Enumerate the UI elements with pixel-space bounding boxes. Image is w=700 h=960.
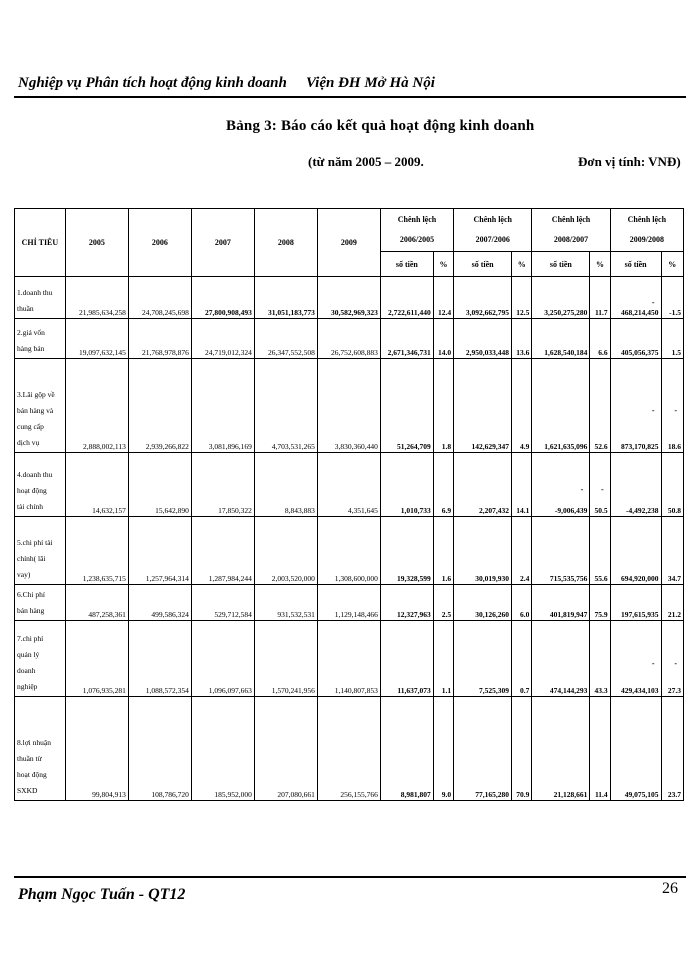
diff-amount-cell <box>532 453 590 517</box>
diff-percent-cell <box>661 517 684 585</box>
diff-value: 27.3 <box>667 686 681 695</box>
row-label <box>15 621 66 697</box>
col-header-year: 2008 <box>254 209 317 277</box>
diff-amount-cell <box>380 453 433 517</box>
diff-value: 12.4 <box>437 308 452 317</box>
row-label <box>15 517 66 585</box>
row-label-line: thuần từ <box>17 754 42 763</box>
diff-value: 14.0 <box>437 348 452 357</box>
table-row <box>15 517 684 585</box>
diff-group-period: 2007/2006 <box>475 235 510 244</box>
diff-value: 21,128,661 <box>553 790 588 799</box>
diff-value: 6.0 <box>520 610 530 619</box>
diff-group-header <box>610 209 683 252</box>
diff-percent-cell <box>590 697 610 801</box>
diff-value: 9.0 <box>441 790 452 799</box>
table-row <box>15 585 684 621</box>
table-row <box>15 319 684 359</box>
table-row <box>15 621 684 697</box>
diff-percent-cell <box>590 277 610 319</box>
year-value-cell: 3,081,896,169 <box>191 359 254 453</box>
period-text: (từ năm 2005 – 2009. <box>308 154 424 169</box>
year-value-cell: 26,752,608,883 <box>317 319 380 359</box>
row-label-line: 4.doanh thu <box>17 470 53 479</box>
row-label-line: 1.doanh thu <box>17 288 53 297</box>
diff-group-title: Chênh lệch <box>551 215 591 224</box>
diff-amount-cell <box>454 585 512 621</box>
sub-header-percent: % <box>590 252 610 277</box>
diff-percent-cell <box>661 453 684 517</box>
diff-percent-cell <box>661 319 684 359</box>
year-value-cell: 99,804,913 <box>65 697 128 801</box>
diff-amount-cell <box>380 697 433 801</box>
diff-value: 715,535,756 <box>549 574 588 583</box>
year-value-cell: 931,532,531 <box>254 585 317 621</box>
row-label-line: nghiệp <box>17 682 38 691</box>
diff-percent-cell <box>590 319 610 359</box>
diff-value: 30,126,260 <box>475 610 510 619</box>
diff-value: 1.8 <box>441 442 452 451</box>
diff-percent-cell <box>433 697 453 801</box>
diff-percent-cell <box>512 319 532 359</box>
unit-text: Đơn vị tính: VNĐ) <box>578 154 681 169</box>
diff-group-header <box>532 209 610 252</box>
row-label-line: quản lý <box>17 650 40 659</box>
diff-value: 1,621,635,096 <box>544 442 588 451</box>
diff-value: 1.1 <box>441 686 452 695</box>
diff-amount-cell <box>610 277 661 319</box>
diff-group-title: Chênh lệch <box>627 215 667 224</box>
table-row <box>15 277 684 319</box>
diff-percent-cell <box>433 517 453 585</box>
dash-mark: - <box>674 658 677 668</box>
diff-group-period: 2006/2005 <box>399 235 435 244</box>
diff-value: 34.7 <box>667 574 681 583</box>
diff-value: 23.7 <box>667 790 681 799</box>
diff-amount-cell <box>380 319 433 359</box>
sub-header-percent: % <box>512 252 532 277</box>
table-row <box>15 697 684 801</box>
report-body <box>15 277 684 801</box>
diff-amount-cell <box>532 585 590 621</box>
diff-value: 30,019,930 <box>475 574 510 583</box>
year-value-cell: 24,719,012,324 <box>191 319 254 359</box>
diff-percent-cell <box>512 277 532 319</box>
sub-header-money: số tiền <box>454 252 512 277</box>
diff-amount-cell <box>380 359 433 453</box>
report-table <box>14 208 684 801</box>
dash-mark: - <box>580 484 584 494</box>
diff-percent-cell <box>512 359 532 453</box>
diff-value: 75.9 <box>594 610 608 619</box>
diff-value: 142,629,347 <box>471 442 510 451</box>
diff-amount-cell <box>380 517 433 585</box>
row-label-line: doanh <box>17 666 36 675</box>
sub-header-percent: % <box>433 252 453 277</box>
diff-value: 1,628,540,184 <box>544 348 588 357</box>
diff-amount-cell <box>454 277 512 319</box>
diff-value: 11.4 <box>594 790 608 799</box>
diff-value: 694,920,000 <box>621 574 659 583</box>
row-label <box>15 277 66 319</box>
diff-value: 1.5 <box>671 348 681 357</box>
year-value-cell: 1,140,807,853 <box>317 621 380 697</box>
diff-group-header <box>454 209 532 252</box>
diff-value: 2,722,611,440 <box>388 308 431 317</box>
diff-value: 77,165,280 <box>475 790 510 799</box>
diff-amount-cell <box>610 585 661 621</box>
year-value-cell: 1,287,984,244 <box>191 517 254 585</box>
row-label <box>15 585 66 621</box>
diff-amount-cell <box>380 277 433 319</box>
year-value-cell: 2,939,266,822 <box>128 359 191 453</box>
dash-mark: - <box>674 405 677 415</box>
year-value-cell: 1,076,935,281 <box>65 621 128 697</box>
diff-percent-cell <box>433 277 453 319</box>
year-value-cell: 3,830,360,440 <box>317 359 380 453</box>
year-value-cell: 185,952,000 <box>191 697 254 801</box>
year-value-cell: 256,155,766 <box>317 697 380 801</box>
year-value-cell: 15,642,890 <box>128 453 191 517</box>
diff-percent-cell <box>590 359 610 453</box>
row-label-line: thuần <box>17 304 34 313</box>
diff-amount-cell <box>610 359 661 453</box>
row-label-line: hoạt động <box>17 486 47 495</box>
col-header-year: 2006 <box>128 209 191 277</box>
row-label-line: SXKD <box>17 786 38 795</box>
year-value-cell: 17,850,322 <box>191 453 254 517</box>
year-value-cell: 1,096,097,663 <box>191 621 254 697</box>
year-value-cell: 14,632,157 <box>65 453 128 517</box>
sub-header-money: số tiền <box>610 252 661 277</box>
year-value-cell: 2,888,002,113 <box>65 359 128 453</box>
diff-value: 401,819,947 <box>549 610 588 619</box>
diff-group-period: 2008/2007 <box>553 235 589 244</box>
header-row-1 <box>15 209 684 252</box>
diff-value: 474,144,293 <box>549 686 588 695</box>
diff-amount-cell <box>532 621 590 697</box>
diff-group-title: Chênh lệch <box>473 215 512 224</box>
diff-value: 13.6 <box>516 348 530 357</box>
diff-value: 18.6 <box>667 442 681 451</box>
diff-value: 8,981,807 <box>400 790 431 799</box>
row-label-line: 8.lợi nhuận <box>17 738 51 747</box>
dash-mark: - <box>651 658 655 668</box>
col-header-label: CHỈ TIÊU <box>15 209 66 277</box>
year-value-cell: 27,800,908,493 <box>191 277 254 319</box>
year-value-cell: 19,097,632,145 <box>65 319 128 359</box>
diff-value: 1,010,733 <box>400 506 431 515</box>
row-label-line: 3.Lãi gộp về <box>17 390 55 399</box>
diff-value: 0.7 <box>520 686 530 695</box>
diff-value: 50.8 <box>667 506 681 515</box>
table-title: Bảng 3: Báo cáo kết quả hoạt động kinh doanh <box>226 118 535 134</box>
year-value-cell: 30,582,969,323 <box>317 277 380 319</box>
dash-mark: - <box>651 405 655 415</box>
diff-group-header <box>380 209 453 252</box>
diff-value: 4.9 <box>520 442 530 451</box>
row-label <box>15 319 66 359</box>
diff-group-title: Chênh lệch <box>397 215 437 224</box>
diff-value: 50.5 <box>594 506 608 515</box>
diff-value: 6.6 <box>598 348 608 357</box>
diff-amount-cell <box>532 697 590 801</box>
diff-value: 55.6 <box>594 574 608 583</box>
diff-percent-cell <box>433 359 453 453</box>
col-header-year: 2009 <box>317 209 380 277</box>
year-value-cell: 1,570,241,956 <box>254 621 317 697</box>
diff-amount-cell <box>454 517 512 585</box>
diff-value: 11,637,073 <box>397 686 431 695</box>
diff-value: 70.9 <box>516 790 530 799</box>
diff-amount-cell <box>532 277 590 319</box>
diff-percent-cell <box>590 621 610 697</box>
diff-value: 2.5 <box>441 610 452 619</box>
year-value-cell: 24,708,245,698 <box>128 277 191 319</box>
diff-percent-cell <box>512 621 532 697</box>
col-header-year: 2007 <box>191 209 254 277</box>
row-label-line: cung cấp <box>17 422 44 431</box>
diff-value: 12,327,963 <box>397 610 431 619</box>
row-label-line: 7.chi phí <box>17 634 44 643</box>
row-label-line: hoạt động <box>17 770 47 779</box>
diff-percent-cell <box>661 585 684 621</box>
row-label-line: bán hàng và <box>17 406 54 415</box>
row-label <box>15 359 66 453</box>
diff-percent-cell <box>512 697 532 801</box>
year-value-cell: 1,257,964,314 <box>128 517 191 585</box>
diff-percent-cell <box>433 319 453 359</box>
dash-mark: - <box>651 297 655 307</box>
year-value-cell: 26,347,552,508 <box>254 319 317 359</box>
diff-amount-cell <box>454 697 512 801</box>
row-label-line: hàng bán <box>17 344 45 353</box>
year-value-cell: 4,703,531,265 <box>254 359 317 453</box>
row-label-line: bán hàng <box>17 606 45 615</box>
diff-amount-cell <box>454 359 512 453</box>
diff-value: -9,006,439 <box>554 506 588 515</box>
diff-value: 11.7 <box>594 308 608 317</box>
year-value-cell: 4,351,645 <box>317 453 380 517</box>
diff-percent-cell <box>661 277 684 319</box>
row-label-line: vay) <box>17 570 31 579</box>
header-course-title: Nghiệp vụ Phân tích hoạt động kinh doanh <box>18 75 287 91</box>
table-row <box>15 453 684 517</box>
diff-amount-cell <box>380 585 433 621</box>
row-label-line: chính( lãi <box>17 554 46 563</box>
diff-amount-cell <box>610 453 661 517</box>
diff-amount-cell <box>454 453 512 517</box>
diff-value: 52.6 <box>594 442 608 451</box>
diff-value: 1.6 <box>441 574 452 583</box>
row-label <box>15 453 66 517</box>
diff-value: 2.4 <box>520 574 530 583</box>
diff-percent-cell <box>590 517 610 585</box>
diff-percent-cell <box>433 621 453 697</box>
diff-value: 873,170,825 <box>621 442 659 451</box>
year-value-cell: 529,712,584 <box>191 585 254 621</box>
diff-value: 405,056,375 <box>621 348 659 357</box>
diff-value: 468,214,450 <box>621 308 659 317</box>
year-value-cell: 487,258,361 <box>65 585 128 621</box>
diff-value: 3,250,275,280 <box>544 308 588 317</box>
diff-value: 2,671,346,731 <box>387 348 431 357</box>
diff-value: -4,492,238 <box>626 506 659 515</box>
diff-value: 19,328,599 <box>397 574 431 583</box>
row-label-line: 2.giá vốn <box>17 328 45 337</box>
diff-value: 2,950,033,448 <box>465 348 510 357</box>
page-header <box>14 70 686 98</box>
diff-percent-cell <box>512 453 532 517</box>
table-row <box>15 359 684 453</box>
diff-value: 429,434,103 <box>621 686 659 695</box>
diff-percent-cell <box>512 585 532 621</box>
year-value-cell: 2,003,520,000 <box>254 517 317 585</box>
diff-value: 21.2 <box>667 610 681 619</box>
dash-mark: - <box>601 484 604 494</box>
row-label-line: 6.Chi phí <box>17 590 45 599</box>
year-value-cell: 21,985,634,258 <box>65 277 128 319</box>
year-value-cell: 1,129,148,466 <box>317 585 380 621</box>
diff-amount-cell <box>610 697 661 801</box>
diff-value: 197,615,935 <box>621 610 659 619</box>
diff-amount-cell <box>610 319 661 359</box>
year-value-cell: 21,768,978,876 <box>128 319 191 359</box>
diff-amount-cell <box>532 359 590 453</box>
diff-amount-cell <box>454 621 512 697</box>
sub-header-money: số tiền <box>380 252 433 277</box>
row-label-line: dịch vụ <box>17 438 40 447</box>
row-label-line: 5.chi phí tài <box>17 538 53 547</box>
year-value-cell: 1,238,635,715 <box>65 517 128 585</box>
diff-value: 43.3 <box>594 686 608 695</box>
diff-amount-cell <box>380 621 433 697</box>
diff-percent-cell <box>590 585 610 621</box>
diff-percent-cell <box>512 517 532 585</box>
year-value-cell: 1,308,600,000 <box>317 517 380 585</box>
diff-value: 49,075,105 <box>624 790 659 799</box>
diff-percent-cell <box>590 453 610 517</box>
footer-author: Phạm Ngọc Tuấn - QT12 <box>18 886 186 903</box>
diff-value: -1.5 <box>669 308 681 317</box>
year-value-cell: 207,080,661 <box>254 697 317 801</box>
year-value-cell: 8,843,883 <box>254 453 317 517</box>
diff-group-period: 2009/2008 <box>629 235 664 244</box>
year-value-cell: 108,786,720 <box>128 697 191 801</box>
diff-value: 6.9 <box>441 506 452 515</box>
diff-amount-cell <box>610 621 661 697</box>
page-footer <box>14 876 686 903</box>
header-institution: Viện ĐH Mở Hà Nội <box>306 75 435 91</box>
sub-header-percent: % <box>661 252 684 277</box>
year-value-cell: 31,051,183,773 <box>254 277 317 319</box>
year-value-cell: 1,088,572,354 <box>128 621 191 697</box>
col-header-year: 2005 <box>65 209 128 277</box>
diff-value: 2,207,432 <box>479 506 510 515</box>
diff-value: 3,092,662,795 <box>465 308 510 317</box>
diff-amount-cell <box>532 319 590 359</box>
diff-value: 14.1 <box>516 506 530 515</box>
diff-amount-cell <box>454 319 512 359</box>
sub-header-money: số tiền <box>532 252 590 277</box>
diff-percent-cell <box>661 621 684 697</box>
diff-amount-cell <box>610 517 661 585</box>
diff-value: 12.5 <box>516 308 530 317</box>
row-label-line: tài chính <box>17 502 44 511</box>
diff-amount-cell <box>532 517 590 585</box>
page-number: 26 <box>662 880 678 897</box>
diff-percent-cell <box>661 359 684 453</box>
year-value-cell: 499,586,324 <box>128 585 191 621</box>
row-label <box>15 697 66 801</box>
diff-value: 51,264,709 <box>397 442 431 451</box>
diff-percent-cell <box>661 697 684 801</box>
diff-value: 7,525,309 <box>479 686 510 695</box>
diff-percent-cell <box>433 453 453 517</box>
diff-percent-cell <box>433 585 453 621</box>
